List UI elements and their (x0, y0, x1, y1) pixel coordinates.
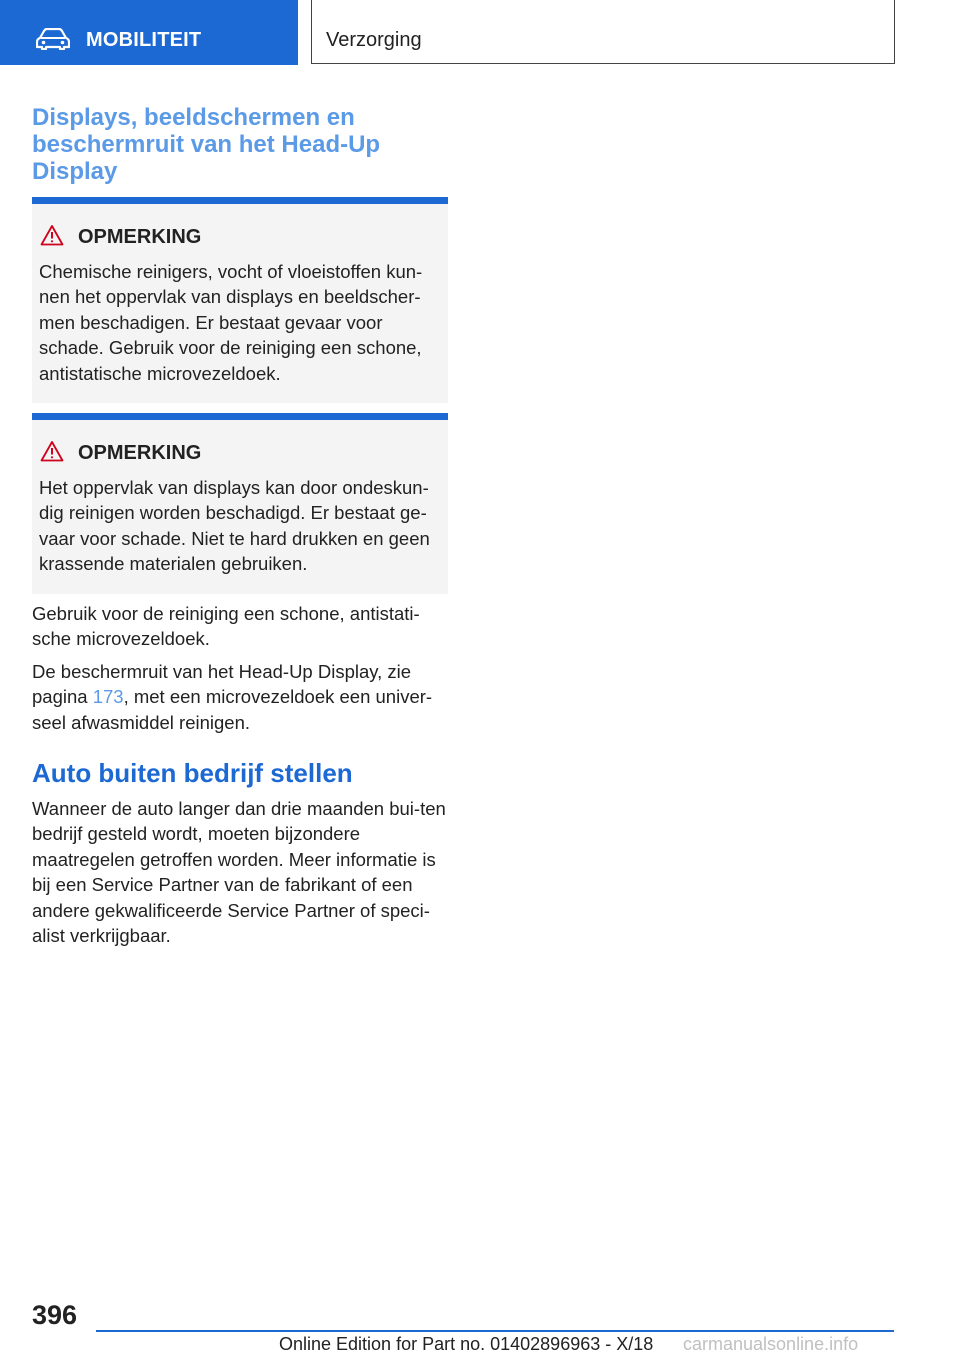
note-text: Chemische reinigers, vocht of vloeistoffen kun-nen het oppervlak van displays en beeldscher-men beschadigen. Er bestaat gevaar voor schade. Gebruik voor de reiniging een schone, antistatische microvezeldoek. (39, 261, 423, 384)
header-chapter-tab[interactable] (0, 0, 298, 65)
section-title-storage: Auto buiten bedrijf stellen (32, 758, 353, 788)
warning-note-2 (32, 413, 448, 594)
section-label: Verzorging (326, 29, 422, 51)
footer-edition: Online Edition for Part no. 01402896963 - X/18 (279, 1334, 654, 1354)
note-heading: OPMERKING (78, 226, 202, 248)
section-title-displays: Displays, beeldschermen en beschermruit van het Head-Up Display (32, 104, 381, 185)
warning-triangle-icon (40, 224, 64, 246)
footer-rule (96, 1330, 894, 1332)
paragraph-hud-cleaning (32, 659, 452, 735)
note-text: Het oppervlak van displays kan door ondeskun-dig reinigen worden beschadigd. Er bestaat ge-vaar voor schade. Niet te hard drukken en geen krassende materialen gebruiken. (39, 477, 430, 575)
chapter-label: MOBILITEIT (86, 29, 202, 51)
warning-triangle-icon (40, 440, 64, 462)
header-section-box (311, 0, 895, 64)
footer-watermark: carmanualsonline.info (683, 1334, 859, 1354)
paragraph-text: De beschermruit van het Head-Up Display, zie pagina (32, 661, 412, 708)
paragraph-text: , met een microvezeldoek een univer-seel afwasmiddel reinigen. (32, 686, 433, 733)
paragraph-storage: Wanneer de auto langer dan drie maanden bui-ten bedrijf gesteld wordt, moeten bijzondere maatregelen getroffen worden. Meer informatie is bij een Service Partner van de fabrikant of een andere gekwalificeerde Service Partner of speci-alist verkrijgbaar. (32, 798, 446, 947)
warning-note-1 (32, 197, 448, 403)
paragraph-cloth: Gebruik voor de reiniging een schone, antistati-sche microvezeldoek. (32, 603, 420, 650)
note-heading: OPMERKING (78, 442, 202, 464)
page-link-173[interactable]: 173 (92, 686, 124, 708)
car-icon (36, 28, 70, 50)
page-number: 396 (32, 1300, 78, 1330)
